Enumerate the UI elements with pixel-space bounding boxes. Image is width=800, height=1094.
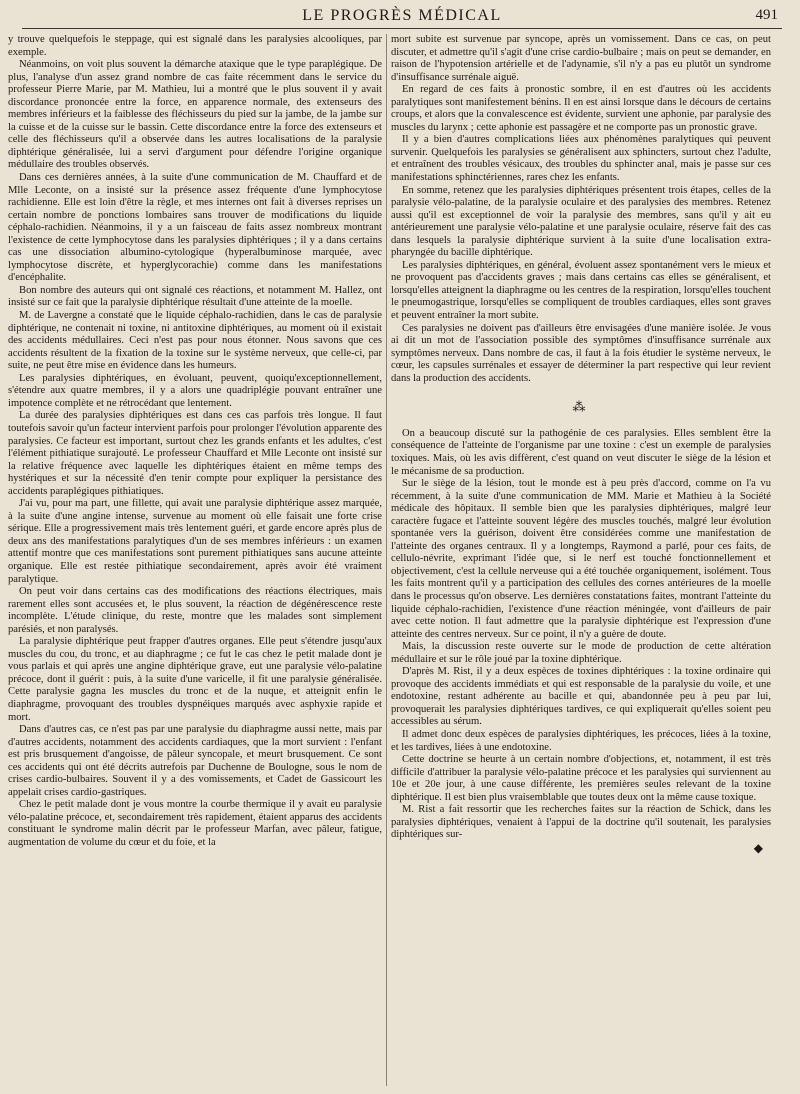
paragraph: J'ai vu, pour ma part, une fillette, qui avait une paralysie diphtérique assez marquée, à la suite d'une angine intense, survenue au moment où elle faisait une forte crise sérique. Elle a progressivement mais très lentement guéri, et garde encore après plus de deux ans des manifestations paralytiques d'un de ses membres inférieurs : un examen attentif montre que ces manifestations sont purement pithiatiques sans aucune atteinte organique. Elle est restée pithiatique secondairement, après avoir été vraiment paralytique. — [8, 498, 382, 585]
paragraph: M. de Lavergne a constaté que le liquide céphalo-rachidien, dans le cas de paralysie diphtérique, ne contenait ni toxine, ni antitoxine diphtériques, au moment où il existait des accidents médullaires. Ceci n'est pas pour nous étonner. Nous savons que ces accidents résultent de la fixation de la toxine sur le système nerveux, que celle-ci, par suite, ne peut être mise en évidence dans les humeurs. — [8, 310, 382, 372]
paragraph: Cette doctrine se heurte à un certain nombre d'objections, et, notamment, il est très difficile d'attribuer la paralysie vélo-palatine précoce et les paralysies qui surviennent au 10e et 20e jour, à une cause différente, les premières seules relevant de la toxine diphtérique. Il est bien plus vraisemblable que toutes deux ont la même cause toxique. — [391, 754, 771, 803]
paragraph: mort subite est survenue par syncope, après un vomissement. Dans ce cas, on peut discuter, et admettre qu'il s'agit d'une crise cardio-bulbaire ; mais on peut se demander, en raison de l'hypotension artérielle et de l'adynamie, s'il n'y a pas eu plutôt un syndrome d'insuffisance surrénale aiguë. — [391, 34, 771, 83]
column-divider — [386, 34, 387, 1086]
running-head — [22, 6, 782, 29]
paragraph: D'après M. Rist, il y a deux espèces de toxines diphtériques : la toxine ordinaire qui provoque des accidents immédiats et qui est responsable de la paralysie du voile, et une endotoxine, restant adhérente au bacille et qui, abandonnée peu à peu par lui, provoquerait les paralysies diphtériques tardives, ce qui expliquerait qu'elles soient peu accessibles au sérum. — [391, 666, 771, 728]
paragraph: y trouve quelquefois le steppage, qui est signalé dans les paralysies alcooliques, par exemple. — [8, 34, 382, 58]
paragraph: On a beaucoup discuté sur la pathogénie de ces paralysies. Elles semblent être la conséquence de l'atteinte de l'organisme par une toxine : c'est un exemple de paralysies toxiques. Mais, où les avis diffèrent, c'est quand on veut discuter le siège de la lésion et le mécanisme de sa production. — [391, 427, 771, 477]
paragraph: Dans ces dernières années, à la suite d'une communication de M. Chauffard et de Mlle Leconte, on a insisté sur la présence assez fréquente d'une lymphocytose rachidienne. Elle est loin d'être la règle, et mes internes ont fait à diverses reprises un certain nombre de ponctions lombaires sans trouver de modifications du liquide céphalo-rachidien. Néanmoins, il y a un faisceau de faits assez nombreux montrant l'existence de cette lymphocytose dans les paralysies diphtériques ; il y a dans certains cas une dissociation albumino-cytologique (hyperalbuminose marquée, avec lymphocytose discrète, et hyperglycorachie) comme dans les manifestations d'encéphalite. — [8, 172, 382, 284]
paragraph: Dans d'autres cas, ce n'est pas par une paralysie du diaphragme aussi nette, mais par d'autres accidents, notamment des accidents cardiaques, que la mort survient : l'enfant est pris brusquement d'angoisse, de pâleur syncopale, et meurt brusquement. Ce sont ces accidents qui ont été décrits autrefois par Duchenne de Boulogne, sous le nom de crises cardio-bulbaires. Souvent il y a des vomissements, et Cadet de Gassicourt les appelait crises cardio-gastriques. — [8, 724, 382, 798]
paragraph: Les paralysies diphtériques, en général, évoluent assez spontanément vers le mieux et ne provoquent pas d'accidents graves ; mais dans certains cas elles se généralisent, et lorsqu'elles atteignent la diaphragme ou les centres de la respiration, lorsqu'elles touchent le pneumogastrique, lorsqu'elles se compliquent de troubles cardiaques, elles sont graves et peuvent entraîner la mort subite. — [391, 259, 771, 322]
paragraph: Mais, la discussion reste ouverte sur le mode de production de cette altération médullaire et sur le rôle joué par la toxine diphtérique. — [391, 641, 771, 665]
paragraph: M. Rist a fait ressortir que les recherches faites sur la réaction de Schick, dans les paralysies diphtériques, venaient à l'appui de la doctrine qu'il soutenait, les paralysies diphtériques sur- — [391, 804, 771, 841]
paragraph: Il y a bien d'autres complications liées aux phénomènes paralytiques qui peuvent survenir. Quelquefois les paralysies se généralisent aux sphincters, surtout chez l'adulte, et entraînent des troubles vésicaux, des troubles du sphincter anal, mais je passe sur ces manifestations sphinctériennes, rares chez les enfants. — [391, 134, 771, 184]
paragraph: Chez le petit malade dont je vous montre la courbe thermique il y avait eu paralysie vélo-palatine précoce, et, secondairement très rapidement, étaient apparus des accidents constituant le syndrome malin décrit par le professeur Marfan, avec pâleur, fatigue, augmentation de volume du cœur et du foie, et la — [8, 799, 382, 848]
right-column — [391, 34, 771, 1086]
paragraph: La paralysie diphtérique peut frapper d'autres organes. Elle peut s'étendre jusqu'aux muscles du cou, du tronc, et au diaphragme ; ce fut le cas chez le petit malade dont je vous parlais et qui après une angine diphtérique grave, eut une paralysie vélo-palatine précoce, dont il guérit : puis, à la suite d'une varicelle, il fit une paralysie généralisée. Cette paralysie gagna les muscles du tronc et de la nuque, et atteignit enfin le diaphragme, provoquant des troubles dyspnéiques marqués avec asphyxie rapide et mort. — [8, 636, 382, 723]
paragraph: Il admet donc deux espèces de paralysies diphtériques, les précoces, liées à la toxine, et les tardives, liées à une endotoxine. — [391, 728, 771, 753]
page-number: 491 — [755, 7, 778, 23]
section-separator: ⁂ — [572, 399, 590, 415]
journal-title: LE PROGRÈS MÉDICAL — [302, 7, 502, 24]
paragraph: En regard de ces faits à pronostic sombre, il en est d'autres où les accidents paralytiques sont manifestement bénins. Il en est ainsi lorsque dans le décours de certains croups, et alors que la convalescence est évidente, survient une aphonie, par paralysie des muscles du larynx ; cette aphonie est passagère et ne comporte pas un pronostic grave. — [391, 84, 771, 133]
paragraph: Néanmoins, on voit plus souvent la démarche ataxique que le type paraplégique. De plus, l'analyse d'un assez grand nombre de cas faite récemment dans le service du professeur Pierre Marie, par M. Mathieu, lui a montré que le plus souvent il y avait discordance prononcée entre la force, en apparence normale, des extenseurs des membres inférieurs et la faiblesse des fléchisseurs du pied sur la jambe, de la jambe sur la cuisse et de la cuisse sur le bassin. Cette discordance entre la force des extenseurs et celle des fléchisseurs qu'il a observée dans les autres localisations de la paralysie diphtérique généralisée, lui a servi d'argument pour défendre l'origine organique médullaire des troubles observés. — [8, 59, 382, 171]
paragraph: Ces paralysies ne doivent pas d'ailleurs être envisagées d'une manière isolée. Je vous ai dit un mot de l'association possible des symptômes d'insuffisance surrénale aux symptômes nerveux. Dans nombre de cas, il faut à la fois étudier le système nerveux, le cœur, les capsules surrénales et essayer de déterminer la part respective qui leur revient dans la production des accidents. — [391, 322, 771, 384]
paragraph: On peut voir dans certains cas des modifications des réactions électriques, mais rarement elles sont accusées et, le plus souvent, la réaction de dégénérescence reste incomplète. L'étude clinique, du reste, montre que les malades sont simplement parésiés, et non paralysés. — [8, 586, 382, 635]
paragraph: Les paralysies diphtériques, en évoluant, peuvent, quoiqu'exceptionnellement, s'étendre aux quatre membres, il y a alors une quadriplégie pouvant entraîner une impotence complète et ne rétrocédant que lentement. — [8, 372, 382, 409]
paragraph: La durée des paralysies diphtériques est dans ces cas parfois très longue. Il faut toutefois savoir qu'un facteur intervient parfois pour prolonger l'évolution apparente des paralysies. Ce facteur est important, surtout chez les grands enfants et les adultes, c'est l'élément pithiatique surajouté. Le professeur Chauffard et Mlle Leconte ont insisté sur la relative fréquence avec laquelle les diphtériques étaient en même temps des hystériques et sur la nécessité d'en tenir compte pour expliquer la persistance des accidents paraplégiques pithiatiques. — [8, 410, 382, 497]
end-mark-icon: ◆ — [753, 840, 763, 855]
left-column — [8, 34, 382, 1086]
paragraph: Sur le siège de la lésion, tout le monde est à peu près d'accord, comme on l'a vu récemment, à la suite d'une communication de MM. Marie et Mathieu à la Société médicale des hôpitaux. Il semble bien que les paralysies diphtériques, malgré leur caractère fugace et l'atteinte souvent légère des muscles touchés, malgré leur évolution spontanée vers la guérison, doivent être considérées comme une manifestation de l'atteinte des organes centraux. Il y a longtemps, Raymond a parlé, pour ces faits, de cellulo-névrite, exprimant l'idée que, si le nerf est touché fonctionnellement et objectivement, c'est la cellule nerveuse qui a été touchée organiquement, isolément. Tous les faits montrent qu'il y a participation des cellules des cornes antérieures de la moelle dans le processus qu'on observe. Les dernières constatations faites, montrant l'atteinte du liquide céphalo-rachidien, l'existence d'une réaction méningée, vont d'ailleurs de pair avec cette notion. Il faut admettre que la paralysie diphtérique est l'expression d'une atteinte des centres nerveux. Sur ce point, il n'y a guère de doute. — [391, 478, 771, 640]
paragraph: Bon nombre des auteurs qui ont signalé ces réactions, et notamment M. Hallez, ont insisté sur ce fait que la paralysie diphtérique résultait d'une atteinte de la moelle. — [8, 284, 382, 309]
paragraph: En somme, retenez que les paralysies diphtériques présentent trois étapes, celles de la paralysie vélo-palatine, de la paralysie oculaire et des paralysies des membres. Retenez aussi qu'il est exceptionnel de voir la paralysie des membres, sans qu'il y ait eu antérieurement une paralysie vélo-palatine et une paralysie oculaire, réserve fait des cas dans lesquels la paralysie diphtérique survient à la suite d'une localisation extra-pharyngée du bacille diphtérique. — [391, 184, 771, 259]
